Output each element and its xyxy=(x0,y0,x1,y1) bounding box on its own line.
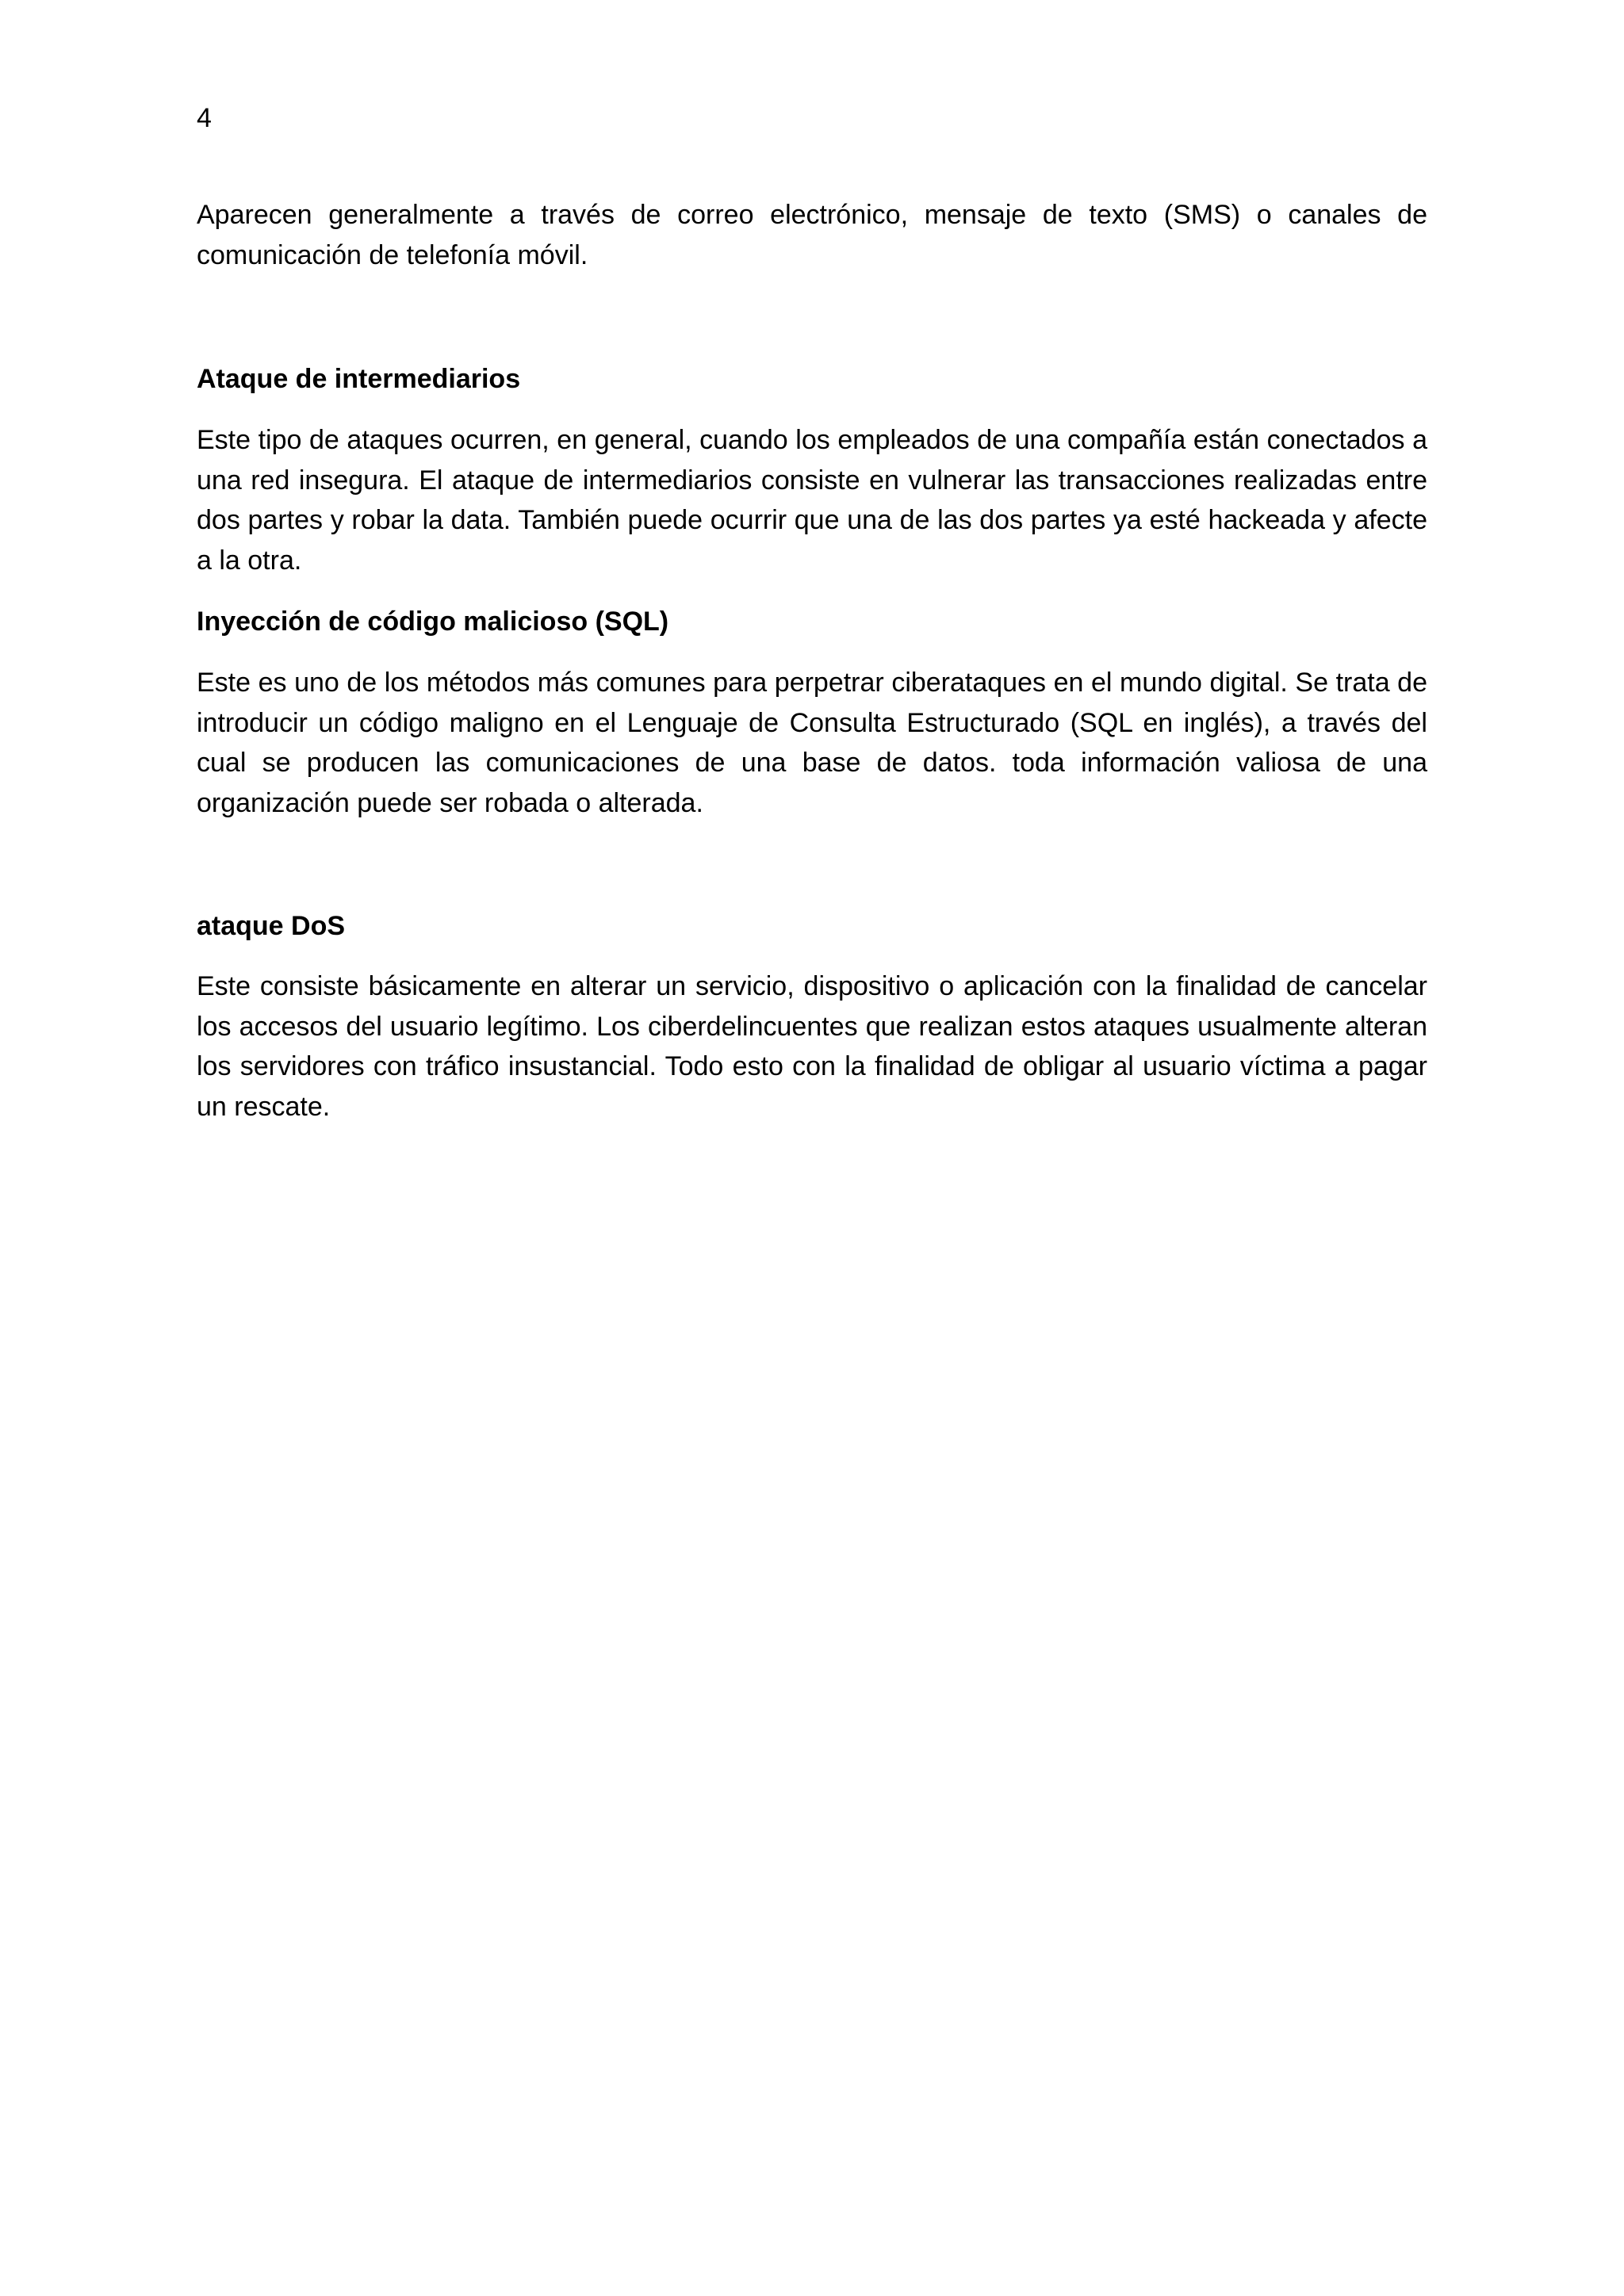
sql-section xyxy=(197,663,1427,823)
mitm-heading-block xyxy=(197,359,1427,399)
mitm-section xyxy=(197,420,1427,580)
dos-paragraph: Este consiste básicamente en alterar un servicio, dispositivo o aplicación con la finalidad de cancelar los accesos del usuario legítimo. Los ciberdelincuentes que realizan estos ataques usualmente alteran los servidores con tráfico insustancial. Todo esto con la finalidad de obligar al usuario víctima a pagar un rescate. xyxy=(197,971,1427,1122)
dos-heading-block xyxy=(197,906,1427,946)
sql-heading-block xyxy=(197,602,1427,641)
intro-paragraph: Aparecen generalmente a través de correo electrónico, mensaje de texto (SMS) o canales de comunicación de telefonía móvil. xyxy=(197,200,1427,270)
mitm-paragraph: Este tipo de ataques ocurren, en general, cuando los empleados de una compañía están conectados a una red insegura. El ataque de intermediarios consiste en vulnerar las transacciones realizadas entre dos partes y robar la data. También puede ocurrir que una de las dos partes ya esté hackeada y afecte a la otra. xyxy=(197,425,1427,576)
mitm-heading: Ataque de intermediarios xyxy=(197,364,521,394)
dos-heading: ataque DoS xyxy=(197,911,346,941)
page-number: 4 xyxy=(197,103,212,133)
sql-heading: Inyección de código malicioso (SQL) xyxy=(197,607,669,637)
dos-section xyxy=(197,966,1427,1127)
intro-section xyxy=(197,195,1427,275)
sql-paragraph: Este es uno de los métodos más comunes para perpetrar ciberataques en el mundo digital. Se trata de introducir un código maligno en el Lenguaje de Consulta Estructurado (SQL en inglés), a través del cual se producen las comunicaciones de una base de datos. toda información valiosa de una organización puede ser robada o alterada. xyxy=(197,668,1427,818)
